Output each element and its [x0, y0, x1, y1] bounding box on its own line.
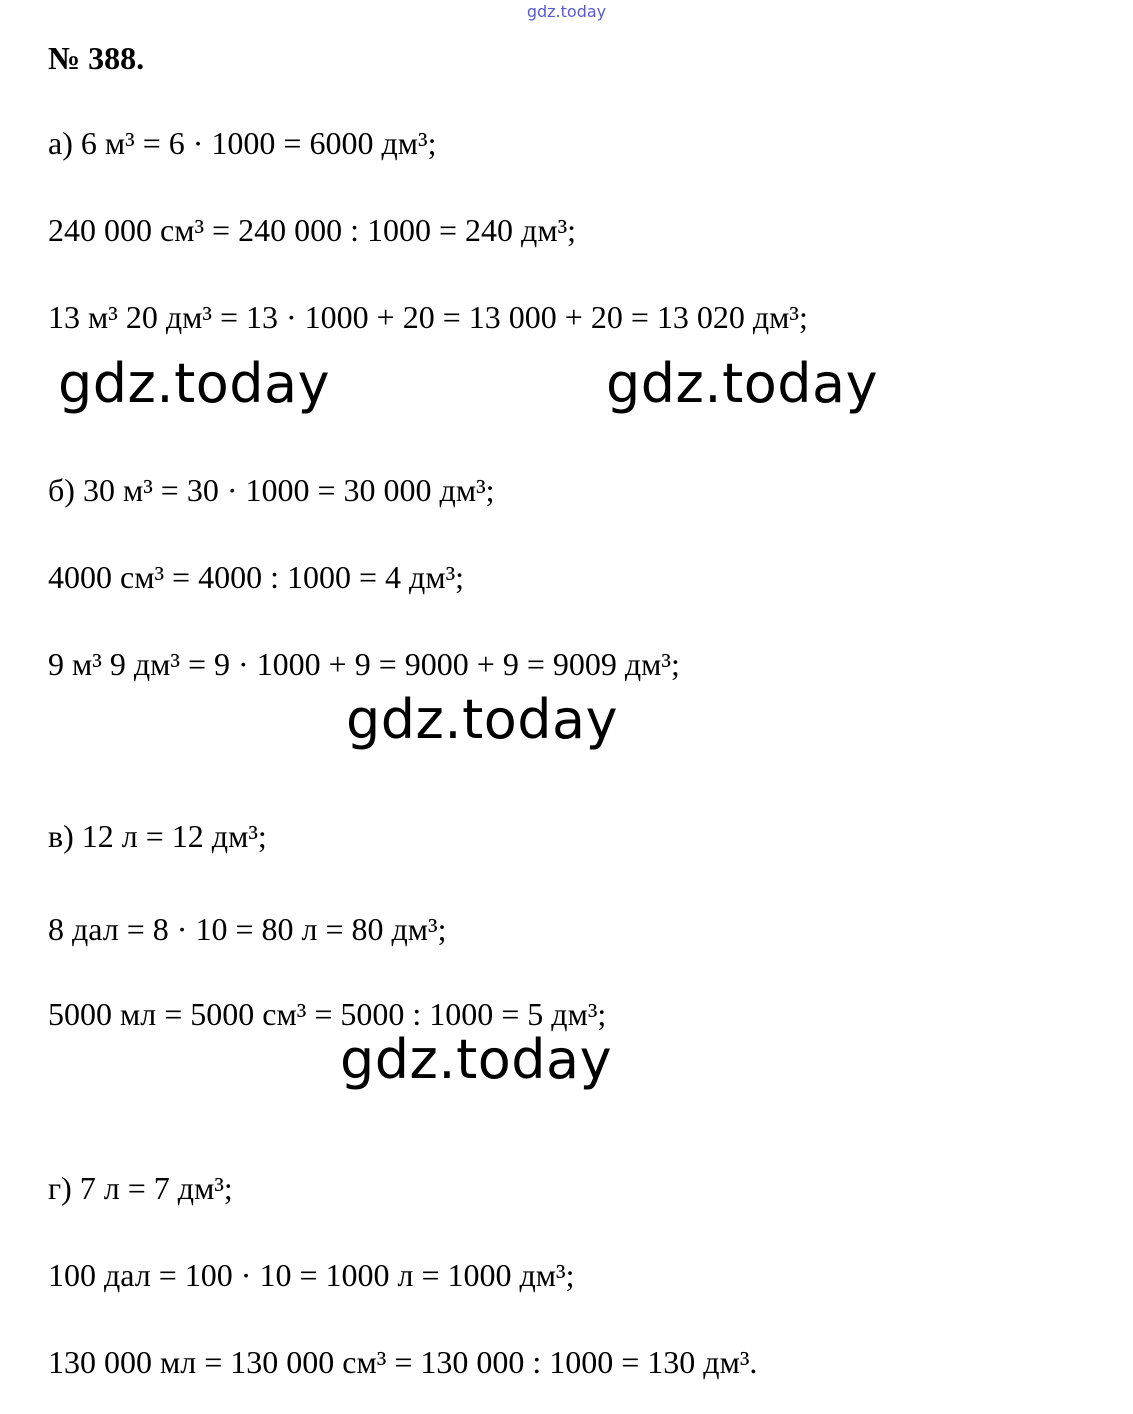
solution-line-b1: б) 30 м³ = 30 · 1000 = 30 000 дм³;	[48, 472, 495, 508]
solution-line-a3: 13 м³ 20 дм³ = 13 · 1000 + 20 = 13 000 + 20 = 13 020 дм³;	[48, 299, 808, 335]
solution-line-v3: 5000 мл = 5000 см³ = 5000 : 1000 = 5 дм³;	[48, 996, 607, 1032]
solution-line-g3: 130 000 мл = 130 000 см³ = 130 000 : 1000 = 130 дм³.	[48, 1344, 758, 1380]
solution-line-b2: 4000 см³ = 4000 : 1000 = 4 дм³;	[48, 559, 465, 595]
solution-line-v2: 8 дал = 8 · 10 = 80 л = 80 дм³;	[48, 911, 447, 947]
solution-line-v1: в) 12 л = 12 дм³;	[48, 818, 267, 854]
watermark-1: gdz.today	[58, 352, 331, 415]
watermark-2: gdz.today	[606, 352, 879, 415]
solution-line-a1: а) 6 м³ = 6 · 1000 = 6000 дм³;	[48, 125, 437, 161]
problem-title: № 388.	[48, 40, 145, 76]
solution-line-g2: 100 дал = 100 · 10 = 1000 л = 1000 дм³;	[48, 1257, 575, 1293]
watermark-3: gdz.today	[346, 688, 619, 751]
solution-line-g1: г) 7 л = 7 дм³;	[48, 1170, 233, 1206]
solution-line-a2: 240 000 см³ = 240 000 : 1000 = 240 дм³;	[48, 212, 577, 248]
site-watermark-top: gdz.today	[526, 2, 607, 21]
watermark-4: gdz.today	[340, 1028, 613, 1091]
solution-line-b3: 9 м³ 9 дм³ = 9 · 1000 + 9 = 9000 + 9 = 9009 дм³;	[48, 646, 680, 682]
